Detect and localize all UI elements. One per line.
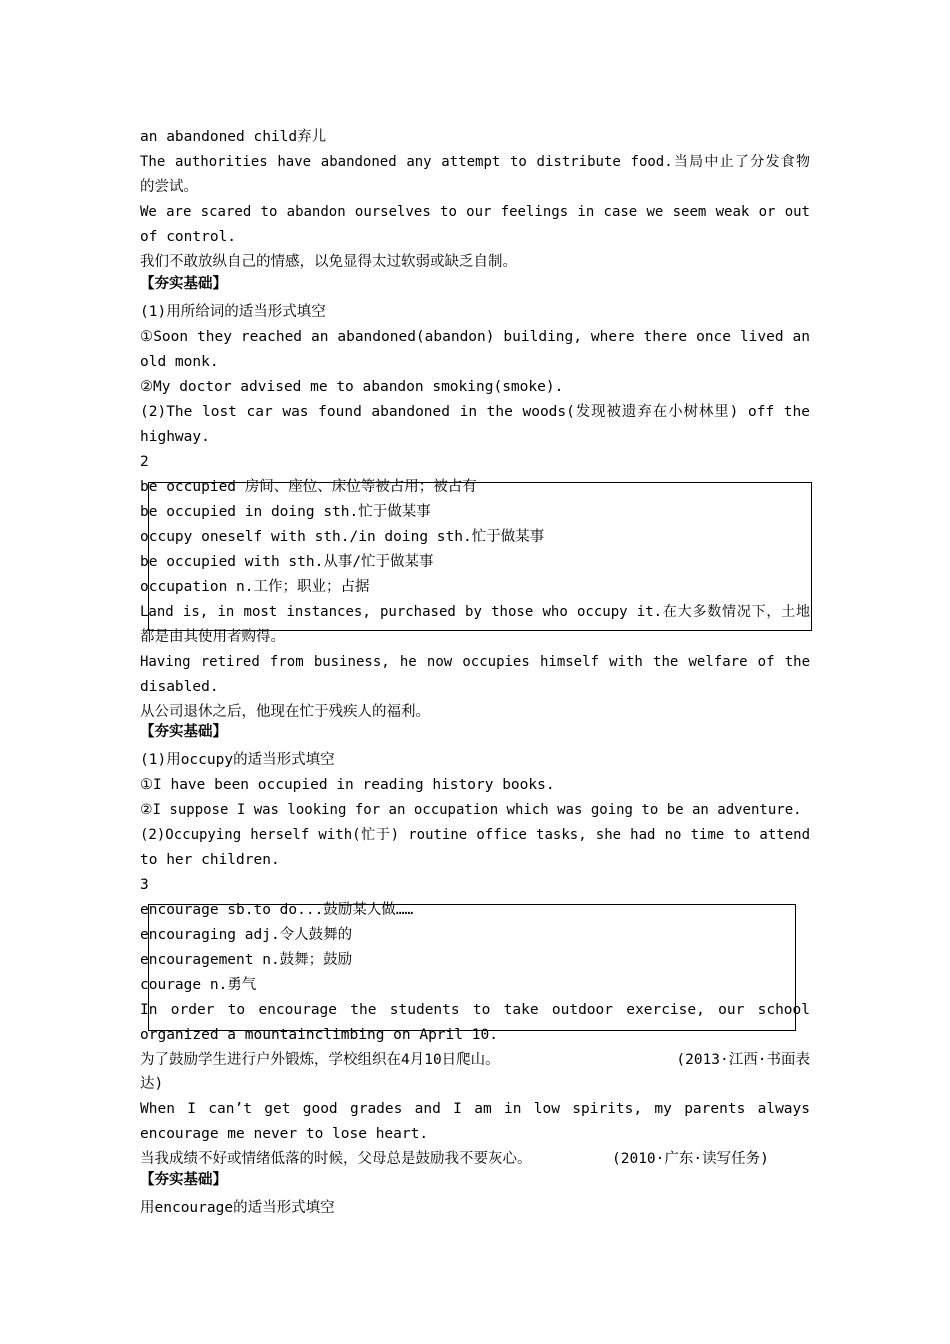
translation-line: 都是由其使用者购得。 (140, 629, 285, 645)
source-citation: (2013·江西·书面表 (676, 1052, 810, 1068)
section-heading: 【夯实基础】 (140, 724, 227, 740)
exercise-item: highway. (140, 429, 210, 445)
exercise-item: ②I suppose I was looking for an occupation which was going to be an adventure. (140, 802, 802, 818)
exercise-item: ②My doctor advised me to abandon smoking(smoke). (140, 379, 564, 395)
phrase-line: courage n.勇气 (140, 977, 257, 993)
translation-line: 为了鼓励学生进行户外锻炼，学校组织在4月10日爬山。 (140, 1052, 500, 1068)
exercise-item: ①I have been occupied in reading history books. (140, 777, 555, 793)
phrase-line: encouraging adj.令人鼓舞的 (140, 927, 353, 943)
translation-line: 从公司退休之后，他现在忙于残疾人的福利。 (140, 704, 430, 720)
example-sentence: When I can’t get good grades and I am in low spirits, my parents always (140, 1101, 810, 1117)
phrase-line: occupation n.工作；职业；占据 (140, 579, 370, 595)
example-sentence: organized a mountainclimbing on April 10. (140, 1027, 498, 1043)
example-sentence: Land is, in most instances, purchased by those who occupy it.在大多数情况下，土地 (140, 604, 810, 620)
exercise-title: 用encourage的适当形式填空 (140, 1200, 335, 1216)
phrase-line: be occupied 房间、座位、床位等被占用；被占有 (140, 479, 477, 495)
example-sentence: of control. (140, 229, 237, 245)
example-sentence: disabled. (140, 679, 219, 695)
phrase-line: occupy oneself with sth./in doing sth.忙于做某事 (140, 529, 545, 545)
example-sentence: Having retired from business, he now occupies himself with the welfare of the (140, 654, 810, 670)
translation-line: 我们不敢放纵自己的情感，以免显得太过软弱或缺乏自制。 (140, 254, 517, 270)
exercise-item: old monk. (140, 354, 219, 370)
section-number: 2 (140, 454, 149, 470)
phrase-line: be occupied with sth.从事/忙于做某事 (140, 554, 434, 570)
exercise-item: to her children. (140, 852, 280, 868)
exercise-title: (1)用occupy的适当形式填空 (140, 752, 335, 768)
phrase-line: encourage sb.to do...鼓励某人做…… (140, 902, 414, 918)
source-citation: 达) (140, 1076, 164, 1092)
section-heading: 【夯实基础】 (140, 276, 227, 292)
section-heading: 【夯实基础】 (140, 1172, 227, 1188)
example-sentence: The authorities have abandoned any attempt to distribute food.当局中止了分发食物 (140, 154, 810, 170)
phrase-line: be occupied in doing sth.忙于做某事 (140, 504, 431, 520)
translation-line: 的尝试。 (140, 179, 198, 195)
example-sentence: We are scared to abandon ourselves to our feelings in case we seem weak or out (140, 204, 810, 220)
exercise-title: (1)用所给词的适当形式填空 (140, 304, 326, 320)
example-sentence: encourage me never to lose heart. (140, 1126, 429, 1142)
exercise-item: (2)Occupying herself with(忙于) routine office tasks, she had no time to attend (140, 827, 810, 843)
phrase-line: encouragement n.鼓舞；鼓励 (140, 952, 353, 968)
translation-text: 当我成绩不好或情绪低落的时候，父母总是鼓励我不要灰心。 (140, 1151, 532, 1167)
example-sentence: In order to encourage the students to take outdoor exercise, our school (140, 1002, 810, 1018)
source-citation: (2010·广东·读写任务) (612, 1151, 769, 1167)
section-number: 3 (140, 877, 149, 893)
phrase-line: an abandoned child弃儿 (140, 129, 327, 145)
exercise-item: ①Soon they reached an abandoned(abandon) building, where there once lived an (140, 329, 810, 345)
exercise-item: (2)The lost car was found abandoned in the woods(发现被遗弃在小树林里) off the (140, 404, 810, 420)
